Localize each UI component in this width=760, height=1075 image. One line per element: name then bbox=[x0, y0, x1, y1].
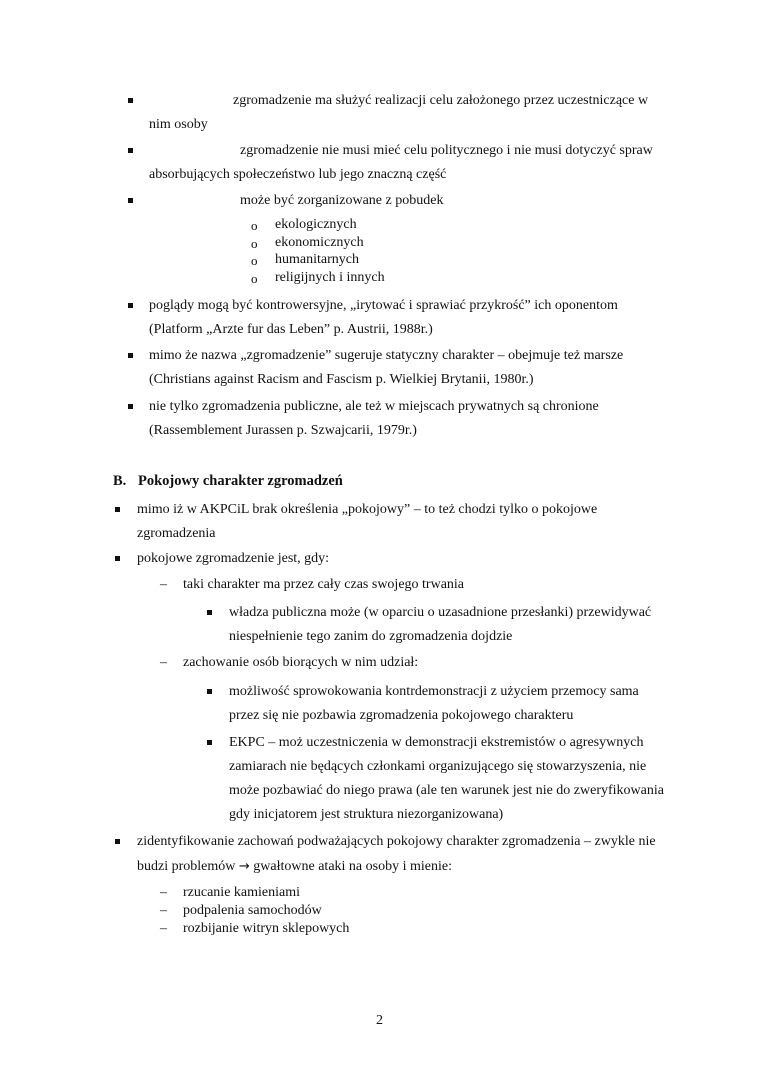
bullet-marker bbox=[115, 839, 120, 844]
bullet-marker bbox=[128, 148, 133, 153]
sublist-item-text: EKPC – moż uczestniczenia w demonstracji ekstremistów o agresywnych bbox=[229, 735, 644, 750]
dash-item-text: zachowanie osób biorących w nim udział: bbox=[183, 655, 419, 670]
sublist-item: religijnych i innych bbox=[275, 270, 385, 285]
dash-item-text: rzucanie kamieniami bbox=[183, 885, 300, 900]
arrow-right-icon: → bbox=[238, 859, 250, 874]
list-item-text: mimo że nazwa „zgromadzenie” sugeruje statyczny charakter – obejmuje też marsze bbox=[149, 348, 624, 363]
bullet-marker bbox=[207, 610, 212, 615]
bullet-marker bbox=[128, 303, 133, 308]
dash-marker: – bbox=[160, 577, 167, 592]
dash-item-text: podpalenia samochodów bbox=[183, 903, 322, 918]
list-item-text: zgromadzenie nie musi mieć celu politycznego i nie musi dotyczyć spraw bbox=[240, 143, 653, 158]
list-item-text: poglądy mogą być kontrowersyjne, „irytować i sprawiać przykrość” ich oponentom bbox=[149, 298, 618, 313]
list-item-text: nie tylko zgromadzenia publiczne, ale też w miejscach prywatnych są chronione bbox=[149, 399, 599, 414]
list-item-text: absorbujących społeczeństwo lub jego znaczną część bbox=[149, 167, 447, 182]
dash-marker: – bbox=[160, 921, 167, 936]
list-item-text-part: gwałtowne ataki na osoby i mienie: bbox=[253, 859, 452, 874]
bullet-marker bbox=[207, 740, 212, 745]
sublist-item-text: zamiarach nie będących członkami organizującego się stowarzyszenia, nie bbox=[229, 759, 647, 774]
section-label: B. bbox=[113, 473, 127, 489]
dash-item-text: taki charakter ma przez cały czas swojego trwania bbox=[183, 577, 465, 592]
dash-marker: – bbox=[160, 655, 167, 670]
sublist-item-text: niespełnienie tego zanim do zgromadzenia dojdzie bbox=[229, 629, 513, 644]
bullet-marker bbox=[115, 507, 120, 512]
list-item-text: zgromadzenie ma służyć realizacji celu założonego przez uczestniczące w bbox=[233, 93, 649, 108]
circle-bullet: o bbox=[251, 271, 258, 286]
list-item-text-part: budzi problemów bbox=[137, 859, 236, 874]
sublist-item: ekonomicznych bbox=[275, 235, 364, 250]
list-item-text: (Rassemblement Jurassen p. Szwajcarii, 1979r.) bbox=[149, 423, 417, 438]
sublist-item-text: władza publiczna może (w oparciu o uzasadnione przesłanki) przewidywać bbox=[229, 605, 652, 620]
bullet-marker bbox=[207, 689, 212, 694]
list-item-text: (Christians against Racism and Fascism p. Wielkiej Brytanii, 1980r.) bbox=[149, 372, 534, 387]
list-item-text: nim osoby bbox=[149, 117, 208, 132]
list-item-text: zgromadzenia bbox=[137, 526, 216, 541]
list-item-text bbox=[137, 860, 452, 874]
list-item-text: zidentyfikowanie zachowań podważających pokojowy charakter zgromadzenia – zwykle nie bbox=[137, 834, 656, 849]
dash-item-text: rozbijanie witryn sklepowych bbox=[183, 921, 350, 936]
list-item-text: mimo iż w AKPCiL brak określenia „pokojowy” – to też chodzi tylko o pokojowe bbox=[137, 502, 598, 517]
bullet-marker bbox=[128, 98, 133, 103]
sublist-item-text: może pozbawiać do niego prawa (ale ten warunek jest nie do zweryfikowania bbox=[229, 783, 664, 798]
sublist-item-text: przez się nie pozbawia zgromadzenia pokojowego charakteru bbox=[229, 708, 574, 723]
section-title: Pokojowy charakter zgromadzeń bbox=[138, 473, 343, 489]
page-number: 2 bbox=[376, 1013, 383, 1028]
sublist-item-text: możliwość sprowokowania kontrdemonstracji z użyciem przemocy sama bbox=[229, 684, 639, 699]
circle-bullet: o bbox=[251, 218, 258, 233]
circle-bullet: o bbox=[251, 236, 258, 251]
sublist-item: humanitarnych bbox=[275, 252, 359, 267]
list-item-text: może być zorganizowane z pobudek bbox=[240, 193, 444, 208]
bullet-marker bbox=[128, 353, 133, 358]
dash-marker: – bbox=[160, 903, 167, 918]
bullet-marker bbox=[115, 556, 120, 561]
sublist-item-text: gdy inicjatorem jest struktura niezorganizowana) bbox=[229, 807, 504, 822]
bullet-marker bbox=[128, 198, 133, 203]
circle-bullet: o bbox=[251, 253, 258, 268]
list-item-text: (Platform „Arzte fur das Leben” p. Austrii, 1988r.) bbox=[149, 322, 433, 337]
list-item-text: pokojowe zgromadzenie jest, gdy: bbox=[137, 551, 330, 566]
dash-marker: – bbox=[160, 885, 167, 900]
bullet-marker bbox=[128, 404, 133, 409]
sublist-item: ekologicznych bbox=[275, 217, 357, 232]
